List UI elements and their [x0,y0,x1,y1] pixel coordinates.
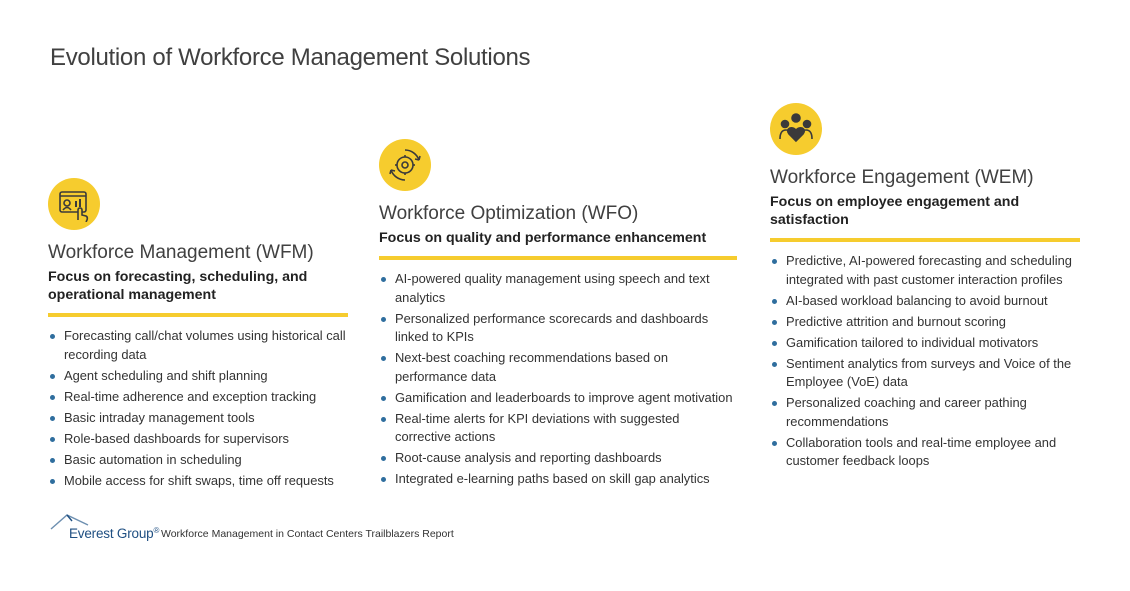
column-subtitle: Focus on quality and performance enhancement [379,230,707,246]
registered-mark: ® [153,526,160,535]
list-item: Gamification tailored to individual motivators [770,334,1080,353]
footer [50,512,454,542]
column-wfm [48,178,348,493]
accent-divider [770,238,1080,242]
list-item: Predictive, AI-powered forecasting and scheduling integrated with past customer interaction profiles [770,252,1080,289]
people-heart-icon [770,103,822,155]
column-wfo [379,139,737,491]
list-item: Forecasting call/chat volumes using historical call recording data [48,327,348,364]
list-item: Gamification and leaderboards to improve agent motivation [379,389,737,408]
accent-divider [379,256,737,260]
list-item: Role-based dashboards for supervisors [48,430,348,449]
feature-list [770,252,1080,471]
gear-cycle-icon [379,139,431,191]
list-item: Real-time adherence and exception tracking [48,388,348,407]
list-item: Mobile access for shift swaps, time off requests [48,472,348,491]
list-item: Agent scheduling and shift planning [48,367,348,386]
list-item: AI-powered quality management using speech and text analytics [379,270,737,307]
column-subtitle: Focus on forecasting, scheduling, and operational management [48,269,308,303]
list-item: Integrated e-learning paths based on skill gap analytics [379,470,737,489]
column-title: Workforce Optimization (WFO) [379,203,639,224]
column-title: Workforce Engagement (WEM) [770,167,1034,188]
accent-divider [48,313,348,317]
list-item: Basic automation in scheduling [48,451,348,470]
feature-list [379,270,737,489]
column-subtitle: Focus on employee engagement and satisfaction [770,194,1020,228]
report-name: Workforce Management in Contact Centers Trailblazers Report [161,528,454,540]
list-item: Personalized performance scorecards and dashboards linked to KPIs [379,310,737,347]
list-item: Sentiment analytics from surveys and Voice of the Employee (VoE) data [770,355,1080,392]
column-wem [770,103,1080,473]
list-item: Basic intraday management tools [48,409,348,428]
brand-name: Everest Group® [69,526,160,541]
list-item: Next-best coaching recommendations based on performance data [379,349,737,386]
column-title: Workforce Management (WFM) [48,242,314,263]
list-item: Personalized coaching and career pathing recommendations [770,394,1080,431]
list-item: Root-cause analysis and reporting dashboards [379,449,737,468]
screen-hand-icon [48,178,100,230]
list-item: AI-based workload balancing to avoid burnout [770,292,1080,311]
page-title: Evolution of Workforce Management Solutions [50,44,531,71]
feature-list [48,327,348,490]
list-item: Collaboration tools and real-time employee and customer feedback loops [770,434,1080,471]
list-item: Predictive attrition and burnout scoring [770,313,1080,332]
list-item: Real-time alerts for KPI deviations with suggested corrective actions [379,410,737,447]
everest-group-logo [50,512,160,542]
